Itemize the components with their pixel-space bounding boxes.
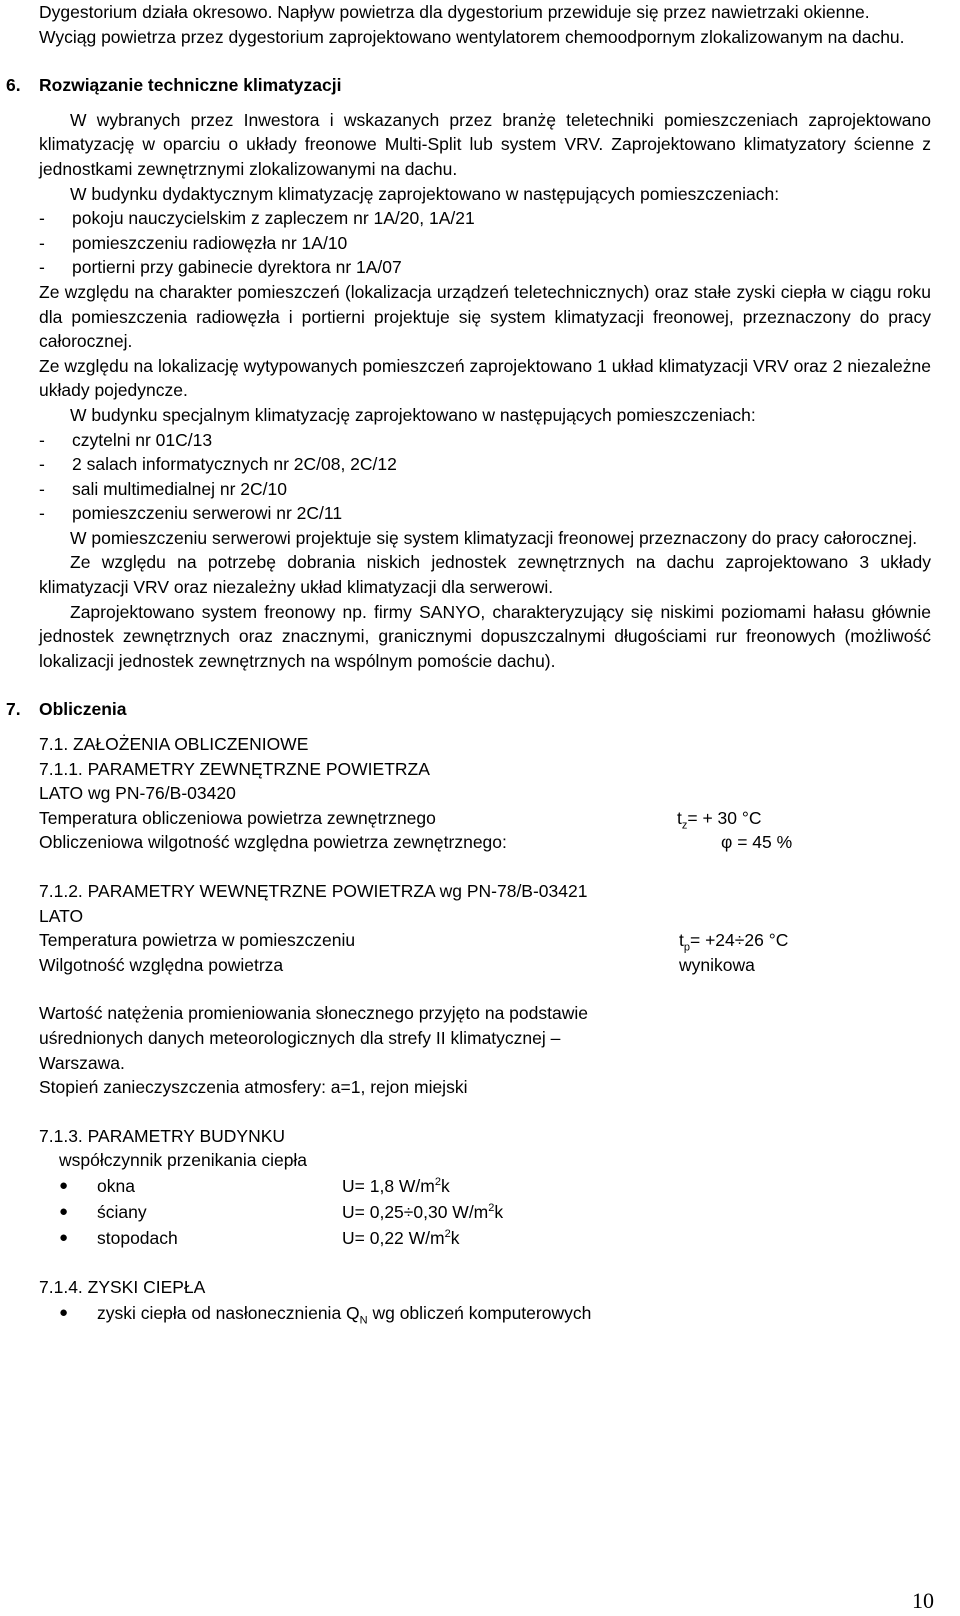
section-7-number: 7. (6, 699, 21, 720)
paragraph-vrv-units: Ze względu na lokalizację wytypowanych pomieszczeń zaprojektowano 1 układ klimatyzacji VRV oraz 2 niezależne układy pojedyncze. (39, 355, 931, 401)
list-item: - 2 salach informatycznych nr 2C/08, 2C/12 (39, 454, 397, 475)
solar-radiation-line-2: uśrednionych danych meteorologicznych dla strefy II klimatycznej – (39, 1027, 561, 1048)
page-number: 10 (912, 1588, 934, 1613)
heading-7-1-3: 7.1.3. PARAMETRY BUDYNKU (39, 1125, 286, 1146)
list-item: - pomieszczeniu radiowęzła nr 1A/10 (39, 232, 348, 253)
paragraph-fume-hood-supply: Dygestorium działa okresowo. Napływ powietrza dla dygestorium przewiduje się przez nawietrzaki okienne. (39, 2, 870, 22)
heading-7-1: 7.1. ZAŁOŻENIA OBLICZENIOWE (39, 734, 309, 755)
bullet-icon: ● (59, 1176, 69, 1194)
list-teaching-rooms (39, 206, 931, 280)
section-7-title: Obliczenia (39, 699, 127, 720)
section-6-title: Rozwiązanie techniczne klimatyzacji (39, 75, 342, 96)
list-item: ● stopodach U= 0,22 $W/m^2k$ (39, 1225, 931, 1251)
summer-standard-label: LATO wg PN-76/B-03420 (39, 783, 236, 804)
external-humidity-row (39, 830, 931, 855)
paragraph-server-room: W pomieszczeniu serwerowi projektuje się system klimatyzacji freonowej przeznaczony do pracy całorocznej. (70, 527, 918, 548)
list-item: ● okna U= 1,8 $W/m^2k$ (39, 1173, 931, 1199)
internal-temperature-label: Temperatura powietrza w pomieszczeniu (39, 930, 356, 951)
internal-temperature-value: $t_p= +24\div 26$ °C (679, 930, 789, 954)
paragraph-room-character: Ze względu na charakter pomieszczeń (lokalizacja urządzeń teletechnicznych) oraz stałe zyski ciepła w ciągu roku dla pomieszczenia radiowęzła i portierni projektuje się system klimatyzacji freonowej, przeznaczony do pracy całorocznej. (39, 281, 931, 352)
heading-7-1-2: 7.1.2. PARAMETRY WEWNĘTRZNE POWIETRZA wg PN-78/B-03421 (39, 881, 588, 901)
solar-gains-text: zyski ciepła od nasłonecznienia $Q_N$ wg obliczeń komputerowych (97, 1302, 592, 1327)
solar-radiation-line-3: Warszawa. (39, 1052, 125, 1073)
paragraph-teaching-building: W budynku dydaktycznym klimatyzację zaprojektowano w następujących pomieszczeniach: (70, 183, 780, 204)
paragraph-ac-intro: W wybranych przez Inwestora i wskazanych przez branżę teletechniki pomieszczeniach zaprojektowano klimatyzację w oparciu o układy freonowe Multi-Split lub system VRV. Zaprojektowano klimatyzatory ścienne z jednostkami zewnętrznymi zlokalizowanymi na dachu. (39, 109, 931, 179)
list-item (39, 1300, 931, 1326)
solar-radiation-line-1: Wartość natężenia promieniowania słonecznego przyjęto na podstawie (39, 1003, 588, 1024)
external-temperature-value: $t_z= + 30$ °C (677, 807, 762, 832)
section-6-number: 6. (6, 75, 21, 96)
section-6-heading (6, 73, 931, 98)
internal-temperature-row (39, 928, 931, 953)
u-value-header: współczynnik przenikania ciepła (59, 1150, 308, 1171)
summer-label: LATO (39, 905, 84, 926)
section-7-heading (6, 697, 931, 722)
list-item: - pokoju nauczycielskim z zapleczem nr 1A/20, 1A/21 (39, 208, 475, 229)
external-humidity-value: φ = 45 % (721, 832, 793, 853)
internal-humidity-row (39, 953, 931, 978)
external-temperature-label: Temperatura obliczeniowa powietrza zewnętrznego (39, 807, 436, 828)
document-page (6, 0, 931, 1327)
list-special-rooms (39, 428, 931, 526)
internal-humidity-label: Wilgotność względna powietrza (39, 954, 284, 975)
bullet-icon: ● (59, 1303, 69, 1321)
list-item: - portierni przy gabinecie dyrektora nr 1A/07 (39, 257, 402, 278)
u-value-list (39, 1173, 931, 1251)
heading-7-1-1: 7.1.1. PARAMETRY ZEWNĘTRZNE POWIETRZA (39, 758, 430, 779)
list-item: - czytelni nr 01C/13 (39, 429, 213, 450)
internal-humidity-value: wynikowa (679, 954, 755, 975)
paragraph-outdoor-units: Ze względu na potrzebę dobrania niskich jednostek zewnętrznych na dachu zaprojektowano 3 układy klimatyzacji VRV oraz niezależny układ klimatyzacji dla serwerowi. (39, 552, 931, 598)
list-item: - sali multimedialnej nr 2C/10 (39, 478, 287, 499)
paragraph-fume-hood-exhaust: Wyciąg powietrza przez dygestorium zaprojektowano wentylatorem chemoodpornym zlokalizowanym na dachu. (39, 26, 905, 47)
external-humidity-label: Obliczeniowa wilgotność względna powietrza zewnętrznego: (39, 832, 507, 853)
paragraph-special-building: W budynku specjalnym klimatyzację zaprojektowano w następujących pomieszczeniach: (70, 404, 756, 425)
heading-7-1-4: 7.1.4. ZYSKI CIEPŁA (39, 1276, 206, 1297)
paragraph-sanyo-system: Zaprojektowano system freonowy np. firmy SANYO, charakteryzujący się niskimi poziomami hałasu głównie jednostek zewnętrznych oraz znacznymi, granicznymi dopuszczalnymi długościami rur freonowych (możliwość lokalizacji jednostek zewnętrznych na wspólnym pomoście dachu). (39, 601, 931, 671)
atmosphere-pollution: Stopień zanieczyszczenia atmosfery: a=1, rejon miejski (39, 1077, 468, 1098)
list-item: ● ściany U= 0,25÷0,30 $W/m^2k$ (39, 1199, 931, 1225)
external-temperature-row (39, 806, 931, 831)
bullet-icon: ● (59, 1202, 69, 1220)
bullet-icon: ● (59, 1228, 69, 1246)
list-item: - pomieszczeniu serwerowi nr 2C/11 (39, 503, 343, 524)
